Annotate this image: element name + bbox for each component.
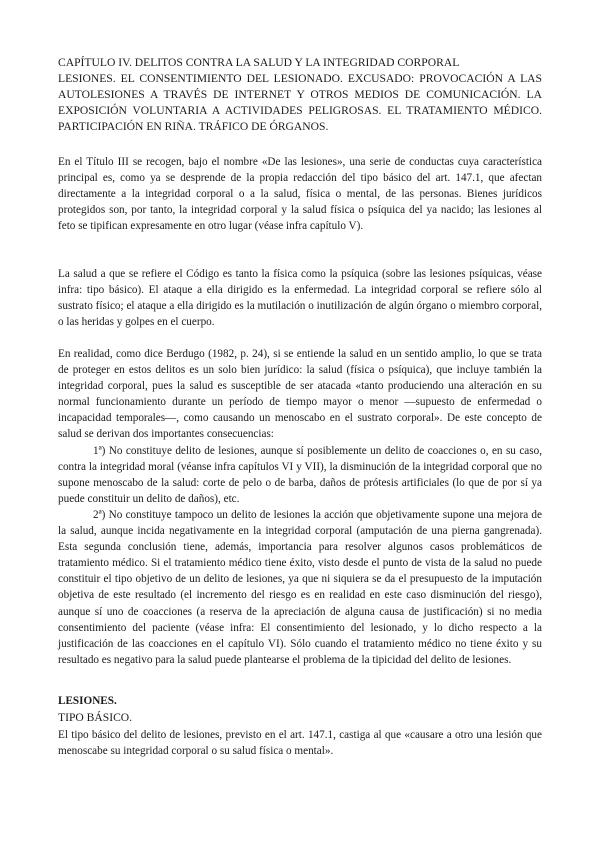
paragraph-berdugo: En realidad, como dice Berdugo (1982, p. 24), si se entiende la salud en un sentido amplio, lo que se trata de proteger en estos delitos es un solo bien jurídico: la salud (física o psíquica), que incluye también la integridad corporal, pues la salud es susceptible de ser atacada «tanto produciendo una alteración en su normal funcionamiento durante un período de tiempo mayor o menor —supuesto de enfermedad o incapacidad temporales—, como causando un menoscabo en el sustrato corporal». De este concepto de salud se derivan dos importantes consecuencias: — [58, 348, 542, 441]
consequence-second: 2ª) No constituye tampoco un delito de lesiones la acción que objetivamente supone una mejora de la salud, aunque incida negativamente en la integridad corporal (amputación de una pierna gangrenada). Esta segunda conclusión tiene, además, importancia para resolver algunos casos problemáticos de tratamiento médico. Si el tratamiento médico tiene éxito, visto desde el punto de vista de la salud no puede constituir el tipo objetivo de un delito de lesiones, ya que ni siquiera se da el presupuesto de la imputación objetiva de este resultado (el incremento del riesgo es en realidad en este caso disminución del riesgo), aunque sí uno de coacciones (a reserva de la apreciación de alguna causa de justificación) si no media consentimiento del paciente (véase infra: El consentimiento del lesionado, y lo dicho respecto a la justificación de las coacciones en el capítulo VI). Sólo cuando el tratamiento médico no tiene éxito y su resultado es negativo para la salud puede plantearse el problema de la tipicidad del delito de lesiones. — [58, 508, 542, 666]
paragraph-group-consequences — [58, 346, 542, 668]
chapter-subtitle: LESIONES. EL CONSENTIMIENTO DEL LESIONADO. EXCUSADO: PROVOCACIÓN A LAS AUTOLESIONES A TRAVÉS DE INTERNET Y OTROS MEDIOS DE COMUNICACIÓN. LA EXPOSICIÓN VOLUNTARIA A ACTIVIDADES PELIGROSAS. EL TRATAMIENTO MÉDICO. PARTICIPACIÓN EN RIÑA. TRÁFICO DE ÓRGANOS. — [58, 72, 542, 134]
paragraph-health-definition: La salud a que se refiere el Código es tanto la física como la psíquica (sobre las lesiones psíquicas, véase infra: tipo básico). El ataque a ella dirigido es la enfermedad. La integridad corporal se refiere sólo al sustrato físico; el ataque a ella dirigido es la mutilación o inutilización de algún órgano o miembro corporal, o las heridas y golpes en el cuerpo. — [58, 268, 542, 329]
chapter-heading — [58, 55, 542, 135]
paragraph-basic-type: El tipo básico del delito de lesiones, previsto en el art. 147.1, castiga al que «causare a otro una lesión que menoscabe su integridad corporal o su salud física o mental». — [58, 729, 542, 758]
paragraph-intro: En el Título III se recogen, bajo el nombre «De las lesiones», una serie de conductas cuya característica principal es, como ya se desprende de la propia redacción del tipo básico del art. 147.1, que afectan directamente a la integridad corporal o a la salud, física o mental, de las personas. Bienes jurídicos protegidos son, por tanto, la integridad corporal y la salud física o psíquica del ya nacido; las lesiones al feto se tipifican expresamente en otro lugar (véase infra capítulo V). — [58, 156, 542, 233]
consequence-first: 1ª) No constituye delito de lesiones, aunque sí posiblemente un delito de coacciones o, en su caso, contra la integridad moral (véanse infra capítulos VI y VII), la disminución de la integridad corporal que no supone menoscabo de la salud: corte de pelo o de barba, daños de prótesis artificiales (lo que de por sí ya puede constituir un delito de daños), etc. — [58, 444, 542, 505]
chapter-title: CAPÍTULO IV. DELITOS CONTRA LA SALUD Y LA INTEGRIDAD CORPORAL — [58, 56, 460, 69]
section-subtitle: TIPO BÁSICO. — [58, 711, 133, 724]
section-title: LESIONES. — [58, 695, 117, 707]
